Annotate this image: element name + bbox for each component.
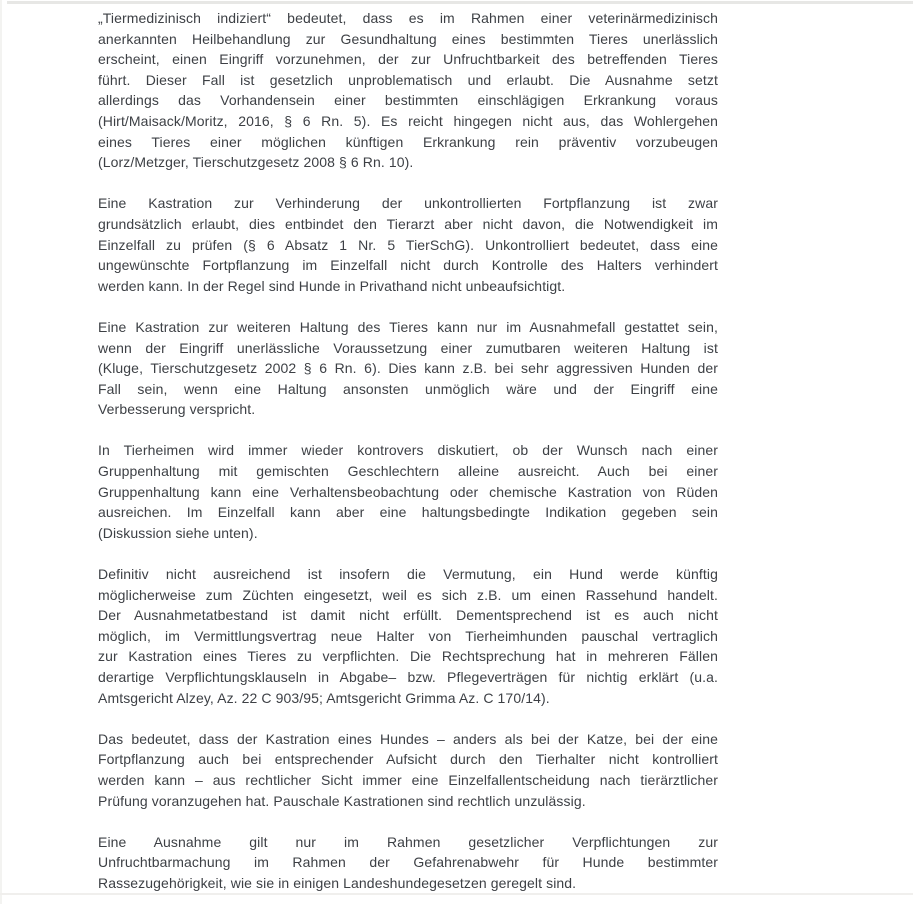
text-line: ausreichen. Im Einzelfall kann aber eine haltungsbedingte Indikation gegeben sein [98,504,718,521]
text-line: „Tiermedizinisch indiziert“ bedeutet, dass es im Rahmen einer veterinärmedizinisch [98,10,718,26]
paragraph [98,729,718,811]
page-top-edge-line [7,1,913,4]
text-line: möglicherweise zum Züchten eingesetzt, weil es sich z.B. um einen Rassehund handelt. [98,586,718,603]
text-line: Amtsgericht Alzey, Az. 22 C 903/95; Amtsgericht Grimma Az. C 170/14). [98,689,550,706]
text-line: Eine Kastration zur Verhinderung der unkontrollierten Fortpflanzung ist zwar [98,195,718,212]
text-line: Der Ausnahmetatbestand ist damit nicht erfüllt. Dementsprechend ist es auch nicht [98,607,718,624]
text-line: ungewünschte Fortpflanzung im Einzelfall nicht durch Kontrolle des Halters verhindert [98,257,718,274]
text-line: Gruppenhaltung kann eine Verhaltensbeobachtung oder chemische Kastration von Rüden [98,483,718,500]
text-line: Eine Kastration zur weiteren Haltung des Tieres kann nur im Ausnahmefall gestattet sein, [98,318,718,335]
paragraph [98,832,718,894]
text-line: Definitiv nicht ausreichend ist insofern die Vermutung, ein Hund werde künftig [98,566,718,583]
text-line: Gruppenhaltung mit gemischten Geschlechtern alleine ausreicht. Auch bei einer [98,463,718,480]
text-line: Rassezugehörigkeit, wie sie in einigen Landeshundegesetzen geregelt sind. [98,874,577,891]
paragraph [98,564,718,708]
text-line: grundsätzlich erlaubt, dies entbindet den Tierarzt aber nicht davon, die Notwendigkeit im [98,215,718,232]
text-line: Verbesserung verspricht. [98,401,256,418]
text-line: In Tierheimen wird immer wieder kontrovers diskutiert, ob der Wunsch nach einer [98,442,718,459]
text-line: wenn der Eingriff unerlässliche Voraussetzung einer zumutbaren weiteren Haltung ist [98,339,718,356]
text-line: (Lorz/Metzger, Tierschutzgesetz 2008 § 6 Rn. 10). [98,154,414,171]
text-line: allerdings das Vorhandensein einer bestimmten einschlägigen Erkrankung voraus [98,92,718,109]
text-line: möglich, im Vermittlungsvertrag neue Halter von Tierheimhunden pauschal vertraglich [98,627,718,644]
text-line: Fall sein, wenn eine Haltung ansonsten unmöglich wäre und der Eingriff eine [98,380,718,397]
text-line: (Diskussion siehe unten). [98,524,258,541]
text-line: anerkannten Heilbehandlung zur Gesundhaltung eines bestimmten Tieres unerlässlich [98,30,718,47]
text-line: Einzelfall zu prüfen (§ 6 Absatz 1 Nr. 5 TierSchG). Unkontrolliert bedeutet, dass eine [98,236,718,253]
text-line: (Hirt/Maisack/Moritz, 2016, § 6 Rn. 5). Es reicht hingegen nicht aus, das Wohlergehen [98,112,718,129]
text-line: werden kann. In der Regel sind Hunde in Privathand nicht unbeaufsichtigt. [98,277,566,294]
text-line: Eine Ausnahme gilt nur im Rahmen gesetzlicher Verpflichtungen zur [98,833,718,850]
text-line: Unfruchtbarmachung im Rahmen der Gefahrenabwehr für Hunde bestimmter [98,854,718,871]
text-line: eines Tieres einer möglichen künftigen Erkrankung rein präventiv vorzubeugen [98,133,718,150]
text-line: Fortpflanzung auch bei entsprechender Aufsicht durch den Tierhalter nicht kontrolliert [98,751,718,768]
page-left-edge-line [0,0,2,904]
paragraph [98,193,718,296]
text-line: derartige Verpflichtungsklauseln in Abgabe– bzw. Pflegeverträgen für nichtig erklärt (u.a. [98,669,718,685]
document-body [98,8,718,894]
text-line: führt. Dieser Fall ist gesetzlich unproblematisch und erlaubt. Die Ausnahme setzt [98,71,718,88]
text-line: (Kluge, Tierschutzgesetz 2002 § 6 Rn. 6). Dies kann z.B. bei sehr aggressiven Hunden der [98,360,718,377]
text-line: Das bedeutet, dass der Kastration eines Hundes – anders als bei der Katze, bei der eine [98,730,718,747]
text-line: erscheint, einen Eingriff vorzunehmen, der zur Unfruchtbarkeit des betreffenden Tieres [98,51,718,68]
paragraph [98,440,718,543]
paragraph [98,8,718,173]
paragraph [98,317,718,420]
text-line: Prüfung voranzugehen hat. Pauschale Kastrationen sind rechtlich unzulässig. [98,792,586,809]
text-line: werden kann – aus rechtlicher Sicht immer eine Einzelfallentscheidung nach tierärztlicher [98,771,718,788]
text-line: zur Kastration eines Tieres zu verpflichten. Die Rechtsprechung hat in mehreren Fällen [98,648,718,665]
